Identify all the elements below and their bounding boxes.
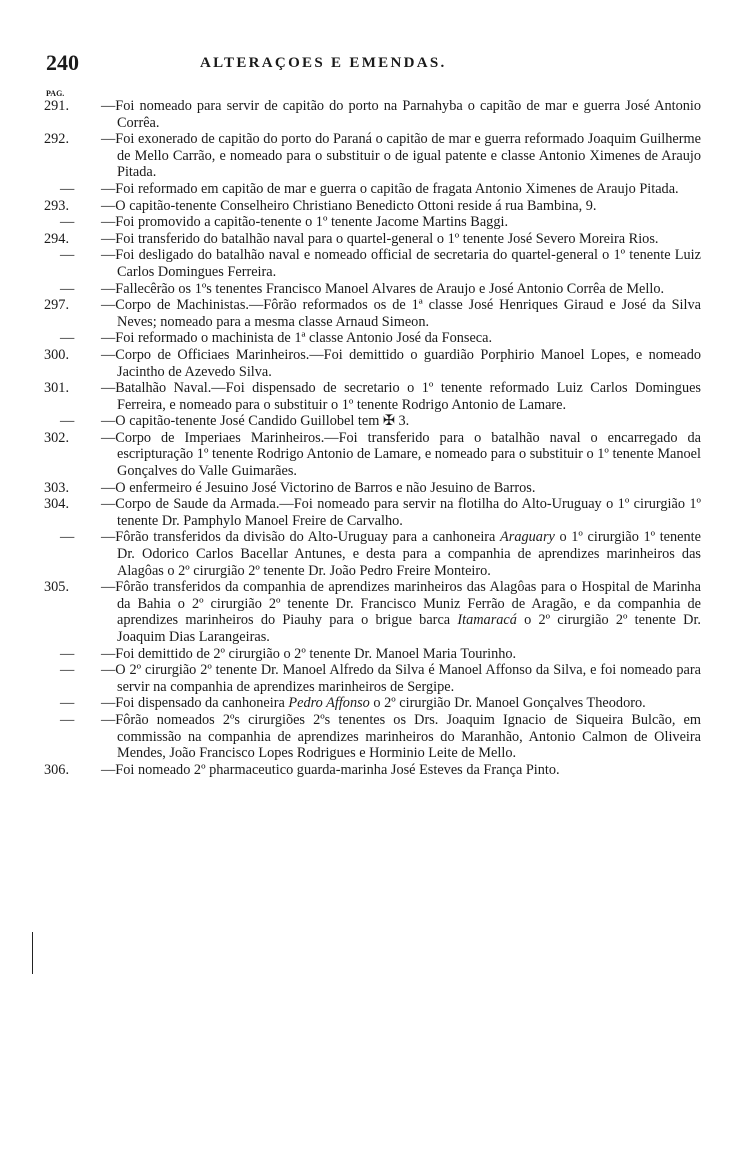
entry-number: — — [60, 247, 75, 264]
entry-number: 305. — [44, 579, 70, 596]
entry — [0, 181, 747, 198]
entry-text: —Foi transferido do batalhão naval para o quartel-general o 1º tenente José Severo Moreira Rios. — [101, 230, 659, 247]
entry — [0, 247, 747, 280]
entry-number: — — [60, 645, 75, 662]
entry — [0, 413, 747, 430]
entry-number: 297. — [44, 297, 70, 314]
page-number: 240 — [46, 50, 79, 75]
entry-text: —Foi exonerado de capitão do porto do Paraná o capitão de mar e guerra reformado Joaquim Guilherme de Mello Carrão, e nomeado para o substituir o de igual patente e classe Antonio Ximenes de Araujo Pitada. — [101, 131, 701, 181]
entry — [0, 131, 747, 181]
entry-number: 306. — [44, 761, 70, 778]
entry-text: —Foi reformado em capitão de mar e guerra o capitão de fragata Antonio Ximenes de Araujo Pitada. — [101, 180, 679, 197]
entry-text: —O 2º cirurgião 2º tenente Dr. Manoel Alfredo da Silva é Manoel Affonso da Silva, e foi nomeado para servir na companhia de aprendizes marinheiros de Sergipe. — [101, 662, 701, 695]
entry-number: 300. — [44, 346, 70, 363]
entry-number: — — [60, 662, 75, 679]
entry-text: —Foi demittido de 2º cirurgião o 2º tenente Dr. Manoel Maria Tourinho. — [101, 645, 517, 662]
entry-text: —Corpo de Saude da Armada.—Foi nomeado para servir na flotilha do Alto-Uruguay o 1º cirurgião 1º tenente Dr. Pamphylo Manoel Freire de Carvalho. — [101, 496, 701, 529]
entry-text — [101, 695, 701, 712]
entry — [0, 579, 747, 645]
page-title: ALTERAÇOES E EMENDAS. — [200, 55, 447, 71]
entry-text: —Fallecêrão os 1ºs tenentes Francisco Manoel Alvares de Araujo e José Antonio Corrêa de Mello. — [101, 280, 665, 297]
entry-text: —O capitão-tenente Conselheiro Christiano Benedicto Ottoni reside á rua Bambina, 9. — [101, 197, 597, 214]
entry-number: 303. — [44, 479, 70, 496]
entry-text: —Batalhão Naval.—Foi dispensado de secretario o 1º tenente reformado Luiz Carlos Domingues Ferreira, e nomeado para o substituir o 1º tenente Rodrigo Antonio de Lamare. — [101, 380, 701, 413]
entry-text-part: o 1º cirurgião 1º tenente Dr. Odorico Carlos Bacellar Antunes, e desta para a companhia de aprendizes marinheiros das Alagôas o 2º cirurgião 2º tenente Dr. João Pedro Freire Monteiro. — [117, 529, 701, 579]
entry-number: — — [60, 180, 75, 197]
entry — [0, 762, 747, 779]
entry-text-part: —Foi dispensado da canhoneira — [101, 695, 289, 712]
entry-text — [101, 529, 701, 579]
vessel-name: Araguary — [500, 529, 555, 546]
entry — [0, 380, 747, 413]
entry — [0, 330, 747, 347]
entry-number: — — [60, 695, 75, 712]
entry — [0, 430, 747, 480]
entry — [0, 712, 747, 762]
entry-number: 294. — [44, 230, 70, 247]
entry-text-part: o 2º cirurgião 2º tenente Dr. Joaquim Dias Larangeiras. — [117, 612, 701, 645]
entry-text: —O capitão-tenente José Candido Guillobel tem ✠ 3. — [101, 413, 410, 430]
vessel-name: Itamaracá — [457, 612, 517, 629]
entry-number: — — [60, 280, 75, 297]
entry — [0, 214, 747, 231]
entry-text-part: —Fôrão transferidos da divisão do Alto-Uruguay para a canhoneira — [101, 529, 501, 546]
entry-number: 292. — [44, 131, 70, 148]
entry-text: —Foi nomeado para servir de capitão do porto na Parnahyba o capitão de mar e guerra José Antonio Corrêa. — [101, 98, 701, 131]
entry — [0, 281, 747, 298]
entry — [0, 695, 747, 712]
entry — [0, 297, 747, 330]
entry-text: —Corpo de Imperiaes Marinheiros.—Foi transferido para o batalhão naval o encarregado da escripturação 1º tenente Rodrigo Antonio de Lamare, e nomeado para o substituir o 1º tenente Manoel Gonçalves do Valle Guimarães. — [101, 429, 701, 480]
entry — [0, 496, 747, 529]
entry-text-part: —Fôrão transferidos da companhia de aprendizes marinheiros das Alagôas para o Hospital de Marinha da Bahia o 2º cirurgião 2º tenente Dr. Francisco Muniz Ferrão de Aragão, e da companhia de aprendizes marinheiros do Piauhy para o brigue barca — [101, 579, 701, 629]
entry-text — [101, 579, 701, 645]
entry-number: — — [60, 529, 75, 546]
entry-number: — — [60, 330, 75, 347]
entry-number: 301. — [44, 380, 70, 397]
entry-number: 302. — [44, 429, 70, 446]
entry-number: — — [60, 214, 75, 231]
entry — [0, 480, 747, 497]
entry — [0, 662, 747, 695]
entry-text: —Corpo de Officiaes Marinheiros.—Foi demittido o guardião Porphirio Manoel Lopes, e nomeado Jacintho de Azevedo Silva. — [101, 346, 701, 380]
entry-number: 291. — [44, 98, 70, 114]
entry — [0, 646, 747, 663]
pag-label: PAG. — [46, 89, 65, 98]
entry-text: —Foi desligado do batalhão naval e nomeado official de secretaria do quartel-general o 1º tenente Luiz Carlos Domingues Ferreira. — [101, 247, 701, 280]
entry — [0, 231, 747, 248]
entry-text: —O enfermeiro é Jesuino José Victorino de Barros e não Jesuino de Barros. — [101, 479, 536, 496]
entry — [0, 98, 747, 131]
entry — [0, 347, 747, 380]
entry-number: 293. — [44, 197, 70, 214]
entry-number: — — [60, 413, 75, 430]
entries-list — [0, 98, 747, 778]
margin-mark — [32, 932, 33, 974]
entry-text-part: o 2º cirurgião Dr. Manoel Gonçalves Theodoro. — [369, 695, 646, 712]
entry-text: —Foi nomeado 2º pharmaceutico guarda-marinha José Esteves da França Pinto. — [101, 761, 560, 778]
entry-text: —Foi promovido a capitão-tenente o 1º tenente Jacome Martins Baggi. — [101, 214, 509, 231]
entry — [0, 198, 747, 215]
entry-number: — — [60, 711, 75, 728]
vessel-name: Pedro Affonso — [288, 695, 370, 712]
entry-text: —Fôrão nomeados 2ºs cirurgiões 2ºs tenentes os Drs. Joaquim Ignacio de Siqueira Bulcão, em commissão na companhia de aprendizes marinheiros do Maranhão, Antonio Calmon de Oliveira Mendes, João Francisco Lopes Rodrigues e Horminio Leite de Mello. — [101, 711, 701, 762]
entry-text: —Foi reformado o machinista de 1ª classe Antonio José da Fonseca. — [101, 330, 493, 347]
entry-number: 304. — [44, 496, 70, 513]
entry-text: —Corpo de Machinistas.—Fôrão reformados os de 1ª classe José Henriques Giraud e José da Silva Neves; nomeado para a mesma classe Arnaud Simeon. — [101, 297, 701, 330]
entry — [0, 529, 747, 579]
